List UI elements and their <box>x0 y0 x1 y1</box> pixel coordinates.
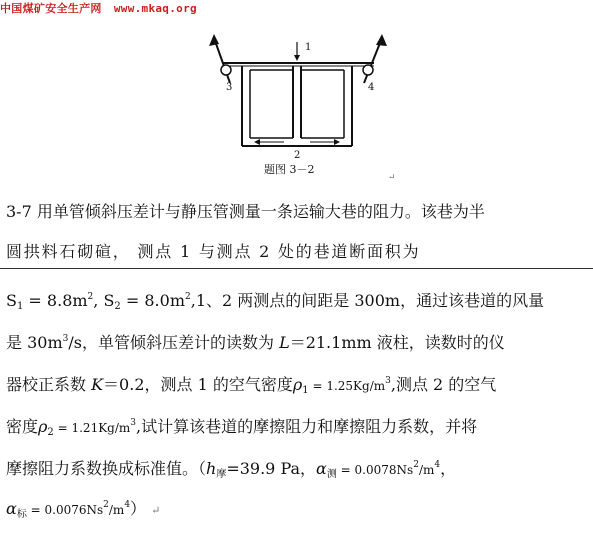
problem-line-4: 是 $30m^3/s$，单管倾斜压差计的读数为 L＝21.1mm 液柱，读数时的仪 <box>6 333 505 352</box>
problem-line-3: $S_1 = 8.8m^2$, $S_2 = 8.0m^2,1$、2 两测点的间距是 300m，通过该巷道的风量 <box>6 291 545 312</box>
arrow-up-left-icon <box>209 34 219 46</box>
gauge-3-icon <box>221 65 231 75</box>
figure-diagram <box>192 28 404 178</box>
problem-line-2: 圆拱料石砌碹， 测点 1 与测点 2 处的巷道断面积为 <box>6 242 421 261</box>
page-break-line <box>0 268 593 269</box>
problem-line-7: 摩擦阻力系数换成标准值。（$h_摩=39.9$ Pa，$\alpha_测 = 0.0078Ns^2/m^4$， <box>6 459 457 480</box>
problem-line-5: 器校正系数 K＝0.2，测点 1 的空气密度$\rho_1 = 1.25Kg/m^3$,测点 2 的空气 <box>6 375 497 396</box>
flow-left-arrow-icon <box>254 139 260 145</box>
label-1: 1 <box>305 42 312 53</box>
watermark-site-name: 中国煤矿安全生产网 <box>0 2 102 15</box>
problem-line-1: 3-7 用单管倾斜压差计与静压管测量一条运输大巷的阻力。该巷为半 <box>6 202 485 221</box>
tube-3-line <box>214 38 230 83</box>
problem-line-8: $\alpha_标 = 0.0076Ns^2/m^4$） ↵ <box>6 499 161 520</box>
site-watermark <box>0 0 197 16</box>
arrow-up-right-icon <box>376 34 387 46</box>
label-4: 4 <box>368 82 375 93</box>
return-mark: ↵ <box>151 504 161 517</box>
label-3: 3 <box>226 82 233 93</box>
problem-number: 3-7 <box>6 202 32 221</box>
gauge-4-icon <box>363 65 373 75</box>
watermark-url: www.mkaq.org <box>113 2 197 15</box>
figure-caption: 题图 3－2 <box>264 163 315 176</box>
problem-figure <box>192 28 404 178</box>
label-2: 2 <box>294 150 301 161</box>
problem-line-6: 密度$\rho_2 = 1.21Kg/m^3$,试计算该巷道的摩擦阻力和摩擦阻力系数，并将 <box>6 417 478 438</box>
return-mark-figure: ↵ <box>388 173 396 178</box>
